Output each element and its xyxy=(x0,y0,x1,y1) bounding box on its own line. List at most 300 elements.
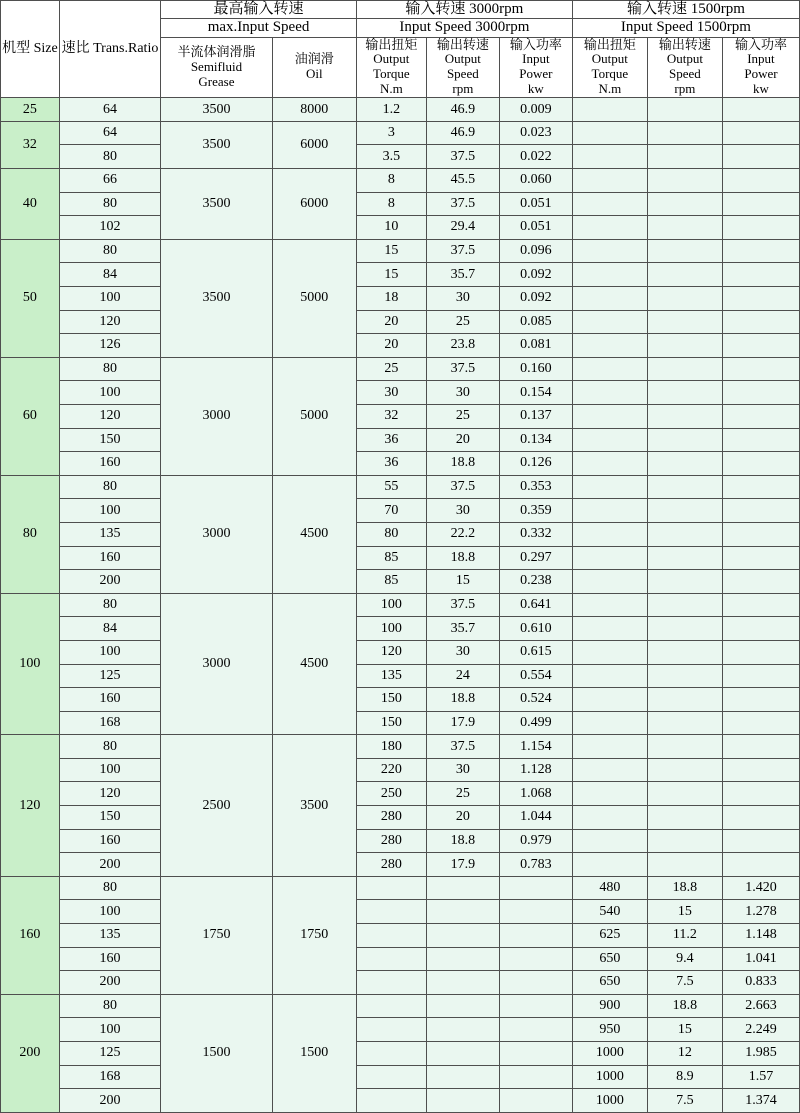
cell-power-3000: 0.085 xyxy=(499,310,572,334)
cell-empty xyxy=(572,192,647,216)
header-size-cn: 机型 xyxy=(2,41,31,57)
cell-power-3000: 0.060 xyxy=(499,169,572,193)
cell-torque-3000: 250 xyxy=(356,782,426,806)
cell-size: 50 xyxy=(1,239,60,357)
cell-power-3000: 0.238 xyxy=(499,570,572,594)
cell-empty xyxy=(572,758,647,782)
header-col-power-3000-en1: Input xyxy=(522,51,550,67)
cell-ratio: 120 xyxy=(59,782,160,806)
cell-empty xyxy=(426,1089,499,1113)
cell-speed-1500: 18.8 xyxy=(647,876,722,900)
header-col-power-3000 xyxy=(499,37,572,98)
cell-empty xyxy=(722,499,799,523)
cell-empty xyxy=(722,98,799,122)
cell-speed-3000: 30 xyxy=(426,499,499,523)
cell-power-1500: 1.041 xyxy=(722,947,799,971)
cell-ratio: 125 xyxy=(59,1042,160,1066)
cell-torque-3000: 15 xyxy=(356,239,426,263)
cell-power-3000: 0.353 xyxy=(499,475,572,499)
cell-ratio: 80 xyxy=(59,735,160,759)
cell-empty xyxy=(572,169,647,193)
cell-empty xyxy=(647,334,722,358)
cell-empty xyxy=(572,98,647,122)
cell-torque-1500: 1000 xyxy=(572,1042,647,1066)
cell-empty xyxy=(572,640,647,664)
cell-power-3000: 0.641 xyxy=(499,593,572,617)
header-col-speed-1500-en1: Output xyxy=(666,51,703,67)
cell-empty xyxy=(647,145,722,169)
cell-size: 120 xyxy=(1,735,60,877)
cell-torque-3000: 85 xyxy=(356,570,426,594)
cell-ratio: 168 xyxy=(59,711,160,735)
cell-speed-3000: 22.2 xyxy=(426,522,499,546)
table-row xyxy=(1,169,800,193)
cell-speed-3000: 37.5 xyxy=(426,145,499,169)
cell-torque-1500: 625 xyxy=(572,924,647,948)
cell-power-3000: 0.051 xyxy=(499,216,572,240)
cell-empty xyxy=(722,593,799,617)
header-group-row xyxy=(1,1,800,19)
header-col-power-3000-cn: 输入功率 xyxy=(509,36,562,52)
cell-torque-3000: 20 xyxy=(356,310,426,334)
cell-empty xyxy=(572,806,647,830)
cell-power-3000: 1.128 xyxy=(499,758,572,782)
header-col-torque-1500-en2: Torque xyxy=(591,66,629,82)
cell-empty xyxy=(722,145,799,169)
cell-empty xyxy=(356,1089,426,1113)
cell-ratio: 80 xyxy=(59,145,160,169)
cell-oil-max-speed: 1500 xyxy=(272,994,356,1112)
header-col-torque-1500-unit: N.m xyxy=(598,81,622,97)
cell-speed-3000: 45.5 xyxy=(426,169,499,193)
cell-empty xyxy=(499,1042,572,1066)
table-row xyxy=(1,924,800,948)
cell-speed-1500: 7.5 xyxy=(647,971,722,995)
cell-empty xyxy=(499,900,572,924)
table-row xyxy=(1,381,800,405)
cell-torque-3000: 70 xyxy=(356,499,426,523)
table-row xyxy=(1,829,800,853)
cell-size: 32 xyxy=(1,121,60,168)
header-size-en: Size xyxy=(33,41,58,57)
cell-empty xyxy=(647,570,722,594)
cell-torque-3000: 135 xyxy=(356,664,426,688)
cell-speed-3000: 25 xyxy=(426,782,499,806)
cell-ratio: 200 xyxy=(59,853,160,877)
header-col-oil xyxy=(272,37,356,98)
table-row xyxy=(1,404,800,428)
cell-speed-3000: 37.5 xyxy=(426,593,499,617)
cell-ratio: 84 xyxy=(59,617,160,641)
table-row xyxy=(1,98,800,122)
cell-empty xyxy=(572,522,647,546)
cell-ratio: 200 xyxy=(59,971,160,995)
cell-empty xyxy=(647,617,722,641)
header-col-oil-en1: Oil xyxy=(305,66,323,82)
cell-grease-max-speed: 3000 xyxy=(161,593,273,735)
cell-ratio: 80 xyxy=(59,593,160,617)
cell-ratio: 100 xyxy=(59,900,160,924)
cell-speed-3000: 18.8 xyxy=(426,546,499,570)
cell-empty xyxy=(722,688,799,712)
cell-speed-3000: 30 xyxy=(426,758,499,782)
cell-ratio: 160 xyxy=(59,947,160,971)
cell-empty xyxy=(572,782,647,806)
cell-empty xyxy=(722,169,799,193)
cell-speed-3000: 17.9 xyxy=(426,853,499,877)
cell-empty xyxy=(722,428,799,452)
cell-empty xyxy=(356,994,426,1018)
cell-empty xyxy=(426,924,499,948)
cell-speed-3000: 46.9 xyxy=(426,121,499,145)
table-row xyxy=(1,876,800,900)
cell-empty xyxy=(356,1042,426,1066)
cell-empty xyxy=(499,1065,572,1089)
cell-torque-1500: 480 xyxy=(572,876,647,900)
header-col-speed-3000 xyxy=(426,37,499,98)
cell-power-3000: 0.134 xyxy=(499,428,572,452)
header-col-power-1500 xyxy=(722,37,799,98)
cell-torque-3000: 36 xyxy=(356,452,426,476)
cell-oil-max-speed: 8000 xyxy=(272,98,356,122)
cell-grease-max-speed: 1750 xyxy=(161,876,273,994)
cell-empty xyxy=(722,310,799,334)
cell-torque-3000: 10 xyxy=(356,216,426,240)
cell-empty xyxy=(499,1018,572,1042)
table-row xyxy=(1,310,800,334)
cell-torque-3000: 3.5 xyxy=(356,145,426,169)
cell-ratio: 102 xyxy=(59,216,160,240)
cell-torque-3000: 1.2 xyxy=(356,98,426,122)
cell-power-3000: 0.160 xyxy=(499,357,572,381)
header-col-torque-1500-en1: Output xyxy=(591,51,628,67)
cell-ratio: 125 xyxy=(59,664,160,688)
table-row xyxy=(1,806,800,830)
cell-power-3000: 0.610 xyxy=(499,617,572,641)
cell-empty xyxy=(722,806,799,830)
cell-empty xyxy=(647,169,722,193)
cell-ratio: 80 xyxy=(59,357,160,381)
table-row xyxy=(1,782,800,806)
table-row xyxy=(1,121,800,145)
table-row xyxy=(1,853,800,877)
table-row xyxy=(1,900,800,924)
cell-ratio: 80 xyxy=(59,994,160,1018)
cell-empty xyxy=(572,735,647,759)
cell-empty xyxy=(722,617,799,641)
header-col-torque-3000-en2: Torque xyxy=(373,66,410,82)
table-row xyxy=(1,758,800,782)
cell-torque-1500: 650 xyxy=(572,947,647,971)
table-row xyxy=(1,1042,800,1066)
cell-empty xyxy=(722,404,799,428)
cell-empty xyxy=(722,121,799,145)
cell-empty xyxy=(426,1042,499,1066)
cell-speed-3000: 30 xyxy=(426,381,499,405)
cell-torque-3000: 55 xyxy=(356,475,426,499)
cell-speed-3000: 30 xyxy=(426,287,499,311)
cell-ratio: 100 xyxy=(59,758,160,782)
cell-empty xyxy=(572,216,647,240)
cell-torque-3000: 180 xyxy=(356,735,426,759)
cell-empty xyxy=(647,782,722,806)
cell-power-1500: 1.57 xyxy=(722,1065,799,1089)
cell-empty xyxy=(647,829,722,853)
cell-empty xyxy=(722,829,799,853)
cell-grease-max-speed: 3500 xyxy=(161,239,273,357)
cell-torque-3000: 150 xyxy=(356,688,426,712)
cell-power-3000: 0.297 xyxy=(499,546,572,570)
header-col-grease-en1: Semifluid xyxy=(190,58,243,74)
cell-empty xyxy=(647,688,722,712)
cell-empty xyxy=(426,900,499,924)
cell-empty xyxy=(572,263,647,287)
cell-grease-max-speed: 2500 xyxy=(161,735,273,877)
table-row xyxy=(1,239,800,263)
cell-size: 25 xyxy=(1,98,60,122)
cell-ratio: 80 xyxy=(59,192,160,216)
table-row xyxy=(1,664,800,688)
cell-empty xyxy=(572,617,647,641)
cell-empty xyxy=(647,287,722,311)
table-row xyxy=(1,145,800,169)
cell-torque-1500: 540 xyxy=(572,900,647,924)
cell-power-3000: 0.332 xyxy=(499,522,572,546)
cell-speed-1500: 18.8 xyxy=(647,994,722,1018)
header-col-grease-cn: 半流体润滑脂 xyxy=(177,43,256,59)
cell-torque-3000: 220 xyxy=(356,758,426,782)
table-row xyxy=(1,334,800,358)
cell-torque-3000: 150 xyxy=(356,711,426,735)
cell-empty xyxy=(647,357,722,381)
cell-empty xyxy=(722,758,799,782)
cell-speed-1500: 15 xyxy=(647,1018,722,1042)
cell-grease-max-speed: 3000 xyxy=(161,475,273,593)
cell-empty xyxy=(722,546,799,570)
cell-power-1500: 2.249 xyxy=(722,1018,799,1042)
cell-empty xyxy=(722,452,799,476)
cell-power-3000: 0.051 xyxy=(499,192,572,216)
header-col-speed-3000-en2: Speed xyxy=(446,66,479,82)
cell-empty xyxy=(572,499,647,523)
cell-ratio: 120 xyxy=(59,310,160,334)
cell-grease-max-speed: 1500 xyxy=(161,994,273,1112)
header-group-1500-cn: 输入转速 1500rpm xyxy=(572,1,799,19)
cell-speed-1500: 7.5 xyxy=(647,1089,722,1113)
cell-power-3000: 0.096 xyxy=(499,239,572,263)
header-col-power-1500-cn: 输入功率 xyxy=(734,36,787,52)
cell-empty xyxy=(647,98,722,122)
cell-oil-max-speed: 6000 xyxy=(272,169,356,240)
table-row xyxy=(1,428,800,452)
cell-torque-3000: 85 xyxy=(356,546,426,570)
cell-torque-3000: 25 xyxy=(356,357,426,381)
cell-empty xyxy=(572,593,647,617)
cell-empty xyxy=(722,381,799,405)
cell-power-3000: 0.023 xyxy=(499,121,572,145)
cell-empty xyxy=(647,310,722,334)
cell-speed-3000: 37.5 xyxy=(426,192,499,216)
cell-empty xyxy=(647,404,722,428)
cell-speed-3000: 25 xyxy=(426,404,499,428)
cell-ratio: 160 xyxy=(59,546,160,570)
cell-ratio: 80 xyxy=(59,239,160,263)
cell-empty xyxy=(647,522,722,546)
cell-size: 40 xyxy=(1,169,60,240)
cell-empty xyxy=(647,853,722,877)
table-row xyxy=(1,994,800,1018)
cell-empty xyxy=(356,900,426,924)
cell-torque-3000: 100 xyxy=(356,593,426,617)
cell-speed-3000: 37.5 xyxy=(426,357,499,381)
header-col-power-3000-en2: Power xyxy=(519,66,553,82)
cell-speed-3000: 20 xyxy=(426,806,499,830)
cell-power-1500: 1.985 xyxy=(722,1042,799,1066)
cell-power-3000: 0.783 xyxy=(499,853,572,877)
cell-empty xyxy=(722,782,799,806)
cell-ratio: 160 xyxy=(59,829,160,853)
cell-speed-3000: 35.7 xyxy=(426,263,499,287)
cell-torque-3000: 3 xyxy=(356,121,426,145)
cell-empty xyxy=(426,994,499,1018)
cell-ratio: 150 xyxy=(59,806,160,830)
cell-oil-max-speed: 3500 xyxy=(272,735,356,877)
cell-empty xyxy=(647,640,722,664)
cell-empty xyxy=(572,428,647,452)
cell-power-1500: 0.833 xyxy=(722,971,799,995)
table-row xyxy=(1,735,800,759)
cell-speed-3000: 30 xyxy=(426,640,499,664)
table-row xyxy=(1,499,800,523)
cell-empty xyxy=(722,334,799,358)
cell-ratio: 150 xyxy=(59,428,160,452)
cell-power-1500: 2.663 xyxy=(722,994,799,1018)
cell-empty xyxy=(572,310,647,334)
cell-speed-3000: 18.8 xyxy=(426,688,499,712)
cell-empty xyxy=(647,735,722,759)
header-col-torque-1500-cn: 输出扭矩 xyxy=(583,36,636,52)
cell-power-3000: 0.615 xyxy=(499,640,572,664)
cell-power-3000: 1.068 xyxy=(499,782,572,806)
table-body xyxy=(1,98,800,1113)
table-row xyxy=(1,263,800,287)
cell-torque-3000: 15 xyxy=(356,263,426,287)
cell-empty xyxy=(572,145,647,169)
cell-torque-3000: 280 xyxy=(356,829,426,853)
header-col-grease xyxy=(161,37,273,98)
cell-ratio: 135 xyxy=(59,924,160,948)
header-col-torque-3000 xyxy=(356,37,426,98)
cell-power-3000: 0.554 xyxy=(499,664,572,688)
cell-empty xyxy=(572,546,647,570)
cell-oil-max-speed: 5000 xyxy=(272,239,356,357)
cell-empty xyxy=(722,570,799,594)
cell-speed-1500: 9.4 xyxy=(647,947,722,971)
cell-ratio: 66 xyxy=(59,169,160,193)
cell-empty xyxy=(572,239,647,263)
cell-grease-max-speed: 3500 xyxy=(161,98,273,122)
cell-ratio: 100 xyxy=(59,287,160,311)
cell-empty xyxy=(722,853,799,877)
cell-speed-1500: 12 xyxy=(647,1042,722,1066)
cell-power-3000: 0.979 xyxy=(499,829,572,853)
cell-empty xyxy=(356,876,426,900)
cell-empty xyxy=(356,1018,426,1042)
cell-empty xyxy=(647,593,722,617)
cell-power-3000: 0.499 xyxy=(499,711,572,735)
cell-power-3000: 0.022 xyxy=(499,145,572,169)
cell-size: 60 xyxy=(1,357,60,475)
table-row xyxy=(1,640,800,664)
table-row xyxy=(1,711,800,735)
cell-empty xyxy=(647,428,722,452)
cell-empty xyxy=(722,522,799,546)
cell-power-1500: 1.278 xyxy=(722,900,799,924)
cell-speed-3000: 15 xyxy=(426,570,499,594)
cell-power-3000: 1.154 xyxy=(499,735,572,759)
header-ratio-en: Trans.Ratio xyxy=(93,41,159,57)
cell-empty xyxy=(722,735,799,759)
cell-torque-3000: 18 xyxy=(356,287,426,311)
cell-empty xyxy=(722,664,799,688)
header-col-torque-3000-en1: Output xyxy=(373,51,410,67)
cell-empty xyxy=(647,758,722,782)
cell-size: 100 xyxy=(1,593,60,735)
cell-empty xyxy=(572,853,647,877)
cell-empty xyxy=(499,1089,572,1113)
cell-ratio: 100 xyxy=(59,640,160,664)
cell-oil-max-speed: 1750 xyxy=(272,876,356,994)
cell-ratio: 200 xyxy=(59,570,160,594)
header-col-speed-3000-unit: rpm xyxy=(452,81,474,97)
header-ratio-cn: 速比 xyxy=(61,41,90,57)
header-col-speed-1500-unit: rpm xyxy=(674,81,696,97)
cell-ratio: 80 xyxy=(59,876,160,900)
cell-power-1500: 1.374 xyxy=(722,1089,799,1113)
cell-oil-max-speed: 5000 xyxy=(272,357,356,475)
cell-speed-3000: 37.5 xyxy=(426,475,499,499)
cell-empty xyxy=(647,239,722,263)
header-ratio-cell xyxy=(59,1,160,98)
cell-power-3000: 0.154 xyxy=(499,381,572,405)
cell-empty xyxy=(572,475,647,499)
header-col-speed-1500-cn: 输出转速 xyxy=(658,36,711,52)
cell-empty xyxy=(572,664,647,688)
cell-size: 80 xyxy=(1,475,60,593)
header-col-speed-1500 xyxy=(647,37,722,98)
cell-torque-3000: 280 xyxy=(356,806,426,830)
cell-empty xyxy=(647,452,722,476)
cell-empty xyxy=(572,688,647,712)
cell-empty xyxy=(426,1065,499,1089)
cell-empty xyxy=(572,404,647,428)
cell-empty xyxy=(572,452,647,476)
cell-torque-1500: 950 xyxy=(572,1018,647,1042)
cell-grease-max-speed: 3500 xyxy=(161,169,273,240)
cell-empty xyxy=(722,475,799,499)
cell-empty xyxy=(426,876,499,900)
cell-ratio: 135 xyxy=(59,522,160,546)
cell-ratio: 200 xyxy=(59,1089,160,1113)
cell-ratio: 120 xyxy=(59,404,160,428)
table-row xyxy=(1,452,800,476)
cell-empty xyxy=(572,829,647,853)
header-col-speed-3000-cn: 输出转速 xyxy=(436,36,489,52)
cell-power-3000: 0.524 xyxy=(499,688,572,712)
table-row xyxy=(1,192,800,216)
header-col-power-3000-unit: kw xyxy=(527,81,544,97)
cell-empty xyxy=(499,947,572,971)
